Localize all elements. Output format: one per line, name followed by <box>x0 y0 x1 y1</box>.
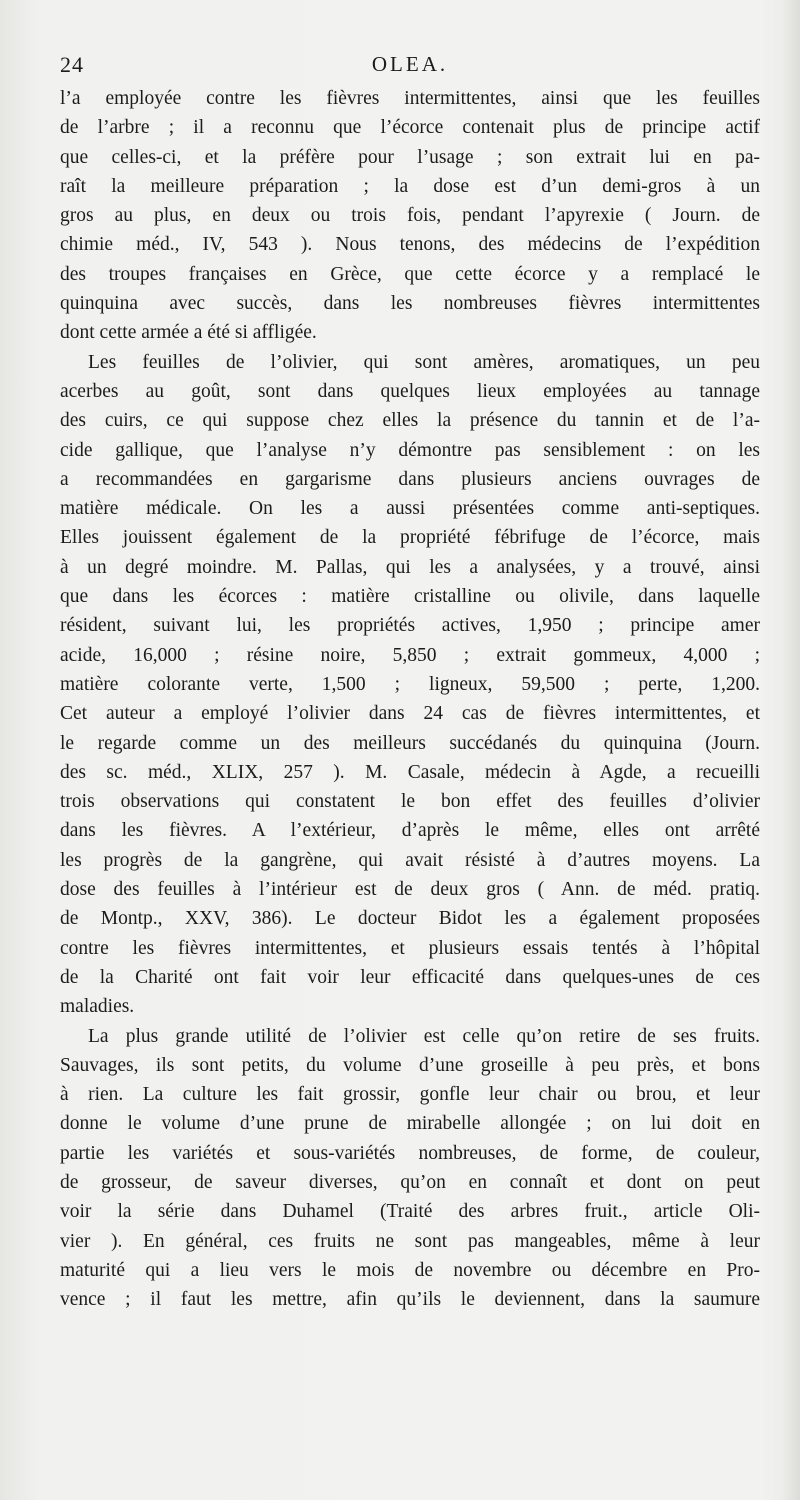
text-line: des cuirs, ce qui suppose chez elles la présence du tannin et de l’a- <box>60 410 760 432</box>
text-line: dans les fièvres. A l’extérieur, d’après le même, elles ont arrêté <box>60 820 760 842</box>
text-line: Elles jouissent également de la propriété fébrifuge de l’écorce, mais <box>60 527 760 549</box>
text-line: vier ). En général, ces fruits ne sont pas mangeables, même à leur <box>60 1230 760 1252</box>
page-number: 24 <box>60 52 84 77</box>
text-line: Sauvages, ils sont petits, du volume d’une groseille à peu près, et bons <box>60 1054 760 1076</box>
text-line: le regarde comme un des meilleurs succédanés du quinquina (Journ. <box>60 732 760 754</box>
text-line: cide gallique, que l’analyse n’y démontre pas sensiblement : on les <box>60 439 760 461</box>
text-line: matière colorante verte, 1,500 ; ligneux, 59,500 ; perte, 1,200. <box>60 673 760 695</box>
text-line: à un degré moindre. M. Pallas, qui les a analysées, y a trouvé, ainsi <box>60 556 760 578</box>
text-line: maturité qui a lieu vers le mois de novembre ou décembre en Pro- <box>60 1259 760 1281</box>
text-line: Les feuilles de l’olivier, qui sont amères, aromatiques, un peu <box>88 351 760 373</box>
text-line: de Montp., XXV, 386). Le docteur Bidot les a également proposées <box>60 908 760 930</box>
text-line: de l’arbre ; il a reconnu que l’écorce contenait plus de principe actif <box>60 117 760 139</box>
text-line: Cet auteur a employé l’olivier dans 24 cas de fièvres intermittentes, et <box>60 703 760 725</box>
text-line: partie les variétés et sous-variétés nombreuses, de forme, de couleur, <box>60 1142 760 1164</box>
text-line: de la Charité ont fait voir leur efficacité dans quelques-unes de ces <box>60 966 760 988</box>
text-line: les progrès de la gangrène, qui avait résisté à d’autres moyens. La <box>60 849 760 871</box>
text-line: contre les fièvres intermittentes, et plusieurs essais tentés à l’hôpital <box>60 937 760 959</box>
body-text <box>60 84 760 1314</box>
text-line: a recommandées en gargarisme dans plusieurs anciens ouvrages de <box>60 468 760 490</box>
text-line: vence ; il faut les mettre, afin qu’ils le deviennent, dans la saumure <box>60 1289 760 1311</box>
text-line: des troupes françaises en Grèce, que cette écorce y a remplacé le <box>60 263 760 285</box>
text-line: voir la série dans Duhamel (Traité des arbres fruit., article Oli- <box>60 1201 760 1223</box>
text-line: chimie méd., IV, 543 ). Nous tenons, des médecins de l’expédition <box>60 234 760 256</box>
text-line: trois observations qui constatent le bon effet des feuilles d’olivier <box>60 791 760 813</box>
text-line: acerbes au goût, sont dans quelques lieux employées au tannage <box>60 380 760 402</box>
text-line: raît la meilleure préparation ; la dose est d’un demi-gros à un <box>60 175 760 197</box>
page-edge-shadow <box>782 0 800 1500</box>
text-line: acide, 16,000 ; résine noire, 5,850 ; extrait gommeux, 4,000 ; <box>60 644 760 666</box>
text-line: matière médicale. On les a aussi présentées comme anti-septiques. <box>60 498 760 520</box>
text-line: que dans les écorces : matière cristalline ou olivile, dans laquelle <box>60 586 760 608</box>
paragraph <box>60 1022 760 1315</box>
text-line: que celles-ci, et la préfère pour l’usage ; son extrait lui en pa- <box>60 146 760 168</box>
paragraph <box>60 348 760 1022</box>
running-title: OLEA. <box>371 52 449 76</box>
text-line: à rien. La culture les fait grossir, gonfle leur chair ou brou, et leur <box>60 1084 760 1106</box>
text-line: gros au plus, en deux ou trois fois, pendant l’apyrexie ( Journ. de <box>60 205 760 227</box>
text-line: donne le volume d’une prune de mirabelle allongée ; on lui doit en <box>60 1113 760 1135</box>
text-line: dont cette armée a été si affligée. <box>60 322 317 344</box>
page-header <box>60 52 760 82</box>
text-line: quinquina avec succès, dans les nombreuses fièvres intermittentes <box>60 293 760 315</box>
paragraph <box>60 84 760 348</box>
text-line: résident, suivant lui, les propriétés actives, 1,950 ; principe amer <box>60 615 760 637</box>
text-line: maladies. <box>60 996 135 1018</box>
text-line: dose des feuilles à l’intérieur est de deux gros ( Ann. de méd. pratiq. <box>60 879 760 901</box>
text-line: La plus grande utilité de l’olivier est celle qu’on retire de ses fruits. <box>88 1025 760 1047</box>
text-line: l’a employée contre les fièvres intermittentes, ainsi que les feuilles <box>60 88 760 109</box>
text-line: de grosseur, de saveur diverses, qu’on en connaît et dont on peut <box>60 1171 760 1193</box>
text-line: des sc. méd., XLIX, 257 ). M. Casale, médecin à Agde, a recueilli <box>60 761 760 783</box>
